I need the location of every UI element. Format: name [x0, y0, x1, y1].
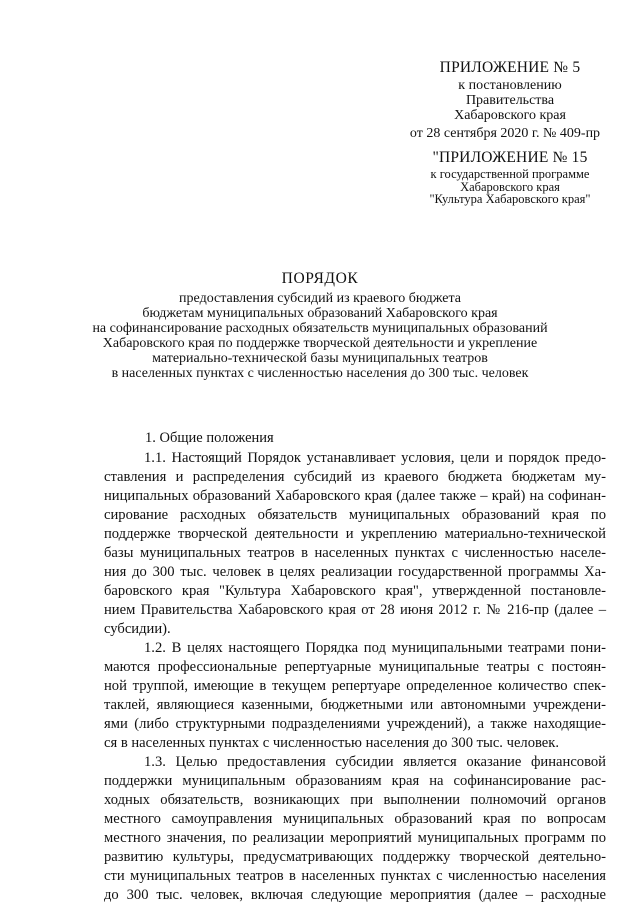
paragraph-line: маются профессиональные репертуарные муниципальные театры с постоян-: [104, 659, 606, 676]
document-title: ПОРЯДОК: [281, 270, 359, 287]
appendix-5-line: Правительства: [465, 93, 555, 108]
paragraph-line: поддержки муниципальным образованиям края на софинансирование рас-: [104, 773, 606, 790]
subtitle-line: в населенных пунктах с численностью населения до 300 тыс. человек: [111, 366, 529, 382]
paragraph-line: субсидии).: [104, 621, 171, 638]
paragraph-1-2: [104, 639, 606, 753]
subtitle-line: на софинансирование расходных обязательств муниципальных образований: [92, 321, 548, 337]
paragraph-line: развитию культуры, предусматривающих поддержку творческой деятельно-: [104, 849, 606, 866]
paragraph-line: таклей, являющиеся казенными, бюджетными или автономными учреждени-: [104, 697, 606, 714]
paragraph-1-1: [104, 449, 606, 639]
paragraph-line: ния до 300 тыс. человек в целях реализации государственной программы Ха-: [104, 564, 606, 581]
appendix-5-date: от 28 сентября 2020 г. № 409-пр: [409, 126, 601, 141]
paragraph-line: 1.3. Целью предоставления субсидии является оказание финансовой: [144, 754, 606, 771]
paragraph-line: местного значения, по реализации мероприятий муниципальных программ по: [104, 830, 606, 847]
appendix-15-block: [395, 148, 625, 206]
section-heading: 1. Общие положения: [145, 430, 274, 446]
paragraph-line: поддержке творческой деятельности и укреплению материально-технической: [104, 526, 606, 543]
appendix-15-line: Хабаровского края: [460, 179, 560, 194]
appendix-15-title: "ПРИЛОЖЕНИЕ № 15: [432, 149, 588, 166]
document-subtitle: [80, 291, 560, 382]
paragraph-line: ной труппой, имеющие в текущем репертуаре определенное количество спек-: [104, 678, 606, 695]
subtitle-line: Хабаровского края по поддержке творческой деятельности и укрепление: [102, 336, 538, 352]
appendix-15-line: "Культура Хабаровского края": [429, 192, 591, 206]
paragraph-line: ниципальных образований Хабаровского края (далее также – край) на софинан-: [104, 488, 606, 505]
paragraph-line: 1.1. Настоящий Порядок устанавливает условия, цели и порядок предо-: [144, 450, 606, 466]
appendix-5-block: [395, 58, 625, 143]
paragraph-1-3: [104, 753, 606, 905]
subtitle-line: материально-технической базы муниципальных театров: [152, 351, 488, 367]
paragraph-line: нием Правительства Хабаровского края от 28 июня 2012 г. № 216-пр (далее –: [104, 602, 606, 619]
paragraph-line: 1.2. В целях настоящего Порядка под муниципальными театрами пони-: [144, 640, 606, 657]
appendix-5-line: Хабаровского края: [454, 108, 566, 123]
paragraph-line: сти муниципальных театров в населенных пунктах с численностью населения: [104, 868, 606, 885]
paragraph-line: ходных обязательств, возникающих при выполнении полномочий органов: [104, 792, 606, 809]
paragraph-line: ями (либо структурными подразделениями учреждений), а также находящие-: [104, 716, 606, 733]
paragraph-line: ся в населенных пунктах с численностью населения до 300 тыс. человек.: [104, 735, 560, 752]
appendix-5-title: ПРИЛОЖЕНИЕ № 5: [439, 59, 581, 76]
appendix-5-line: к постановлению: [458, 78, 562, 93]
paragraph-line: баровского края "Культура Хабаровского края", утвержденной постановле-: [104, 583, 606, 600]
document-body: [104, 449, 606, 905]
subtitle-line: бюджетам муниципальных образований Хабаровского края: [142, 306, 498, 322]
paragraph-line: ставления и распределения субсидий из краевого бюджета бюджетам му-: [104, 469, 606, 486]
paragraph-line: до 300 тыс. человек, включая следующие мероприятия (далее – расходные: [104, 887, 606, 904]
subtitle-line: предоставления субсидий из краевого бюджета: [179, 291, 461, 306]
paragraph-line: сирование расходных обязательств муниципальных образований края по: [104, 507, 606, 524]
paragraph-line: местного самоуправления муниципальных образований края по вопросам: [104, 811, 606, 828]
paragraph-line: базы муниципальных театров в населенных пунктах с численностью населе-: [104, 545, 606, 562]
appendix-15-line: к государственной программе: [430, 167, 590, 181]
